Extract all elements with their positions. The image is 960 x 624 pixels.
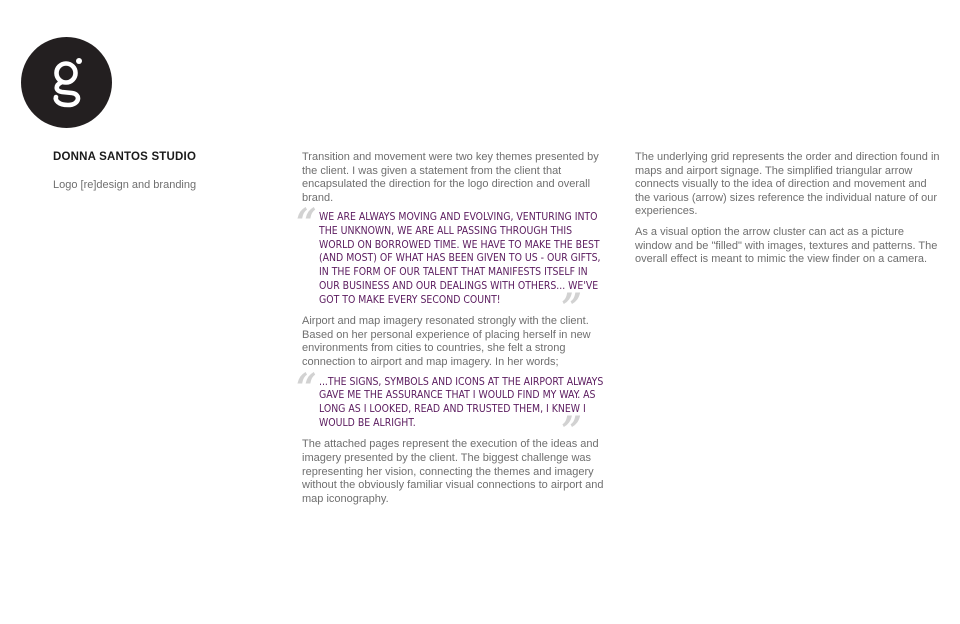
studio-name: DONNA SANTOS STUDIO — [53, 151, 197, 163]
open-quote-icon: “ — [296, 200, 317, 248]
open-quote-icon: “ — [296, 364, 317, 412]
intro-paragraph: Transition and movement were two key themes presented by the client. I was given a statement from the client that encapsulated the direction for the logo direction and overall brand. — [302, 151, 599, 204]
quote-text: WE ARE ALWAYS MOVING AND EVOLVING, VENTURING INTO THE UNKNOWN, WE ARE ALL PASSING THROUGH THIS WORLD ON BORROWED TIME. WE HAVE TO MAKE THE BEST (AND MOST) OF WHAT HAS BEEN GIVEN TO US - OUR GIFTS, IN THE FORM OF OUR TALENT THAT MANIFESTS ITSELF IN OUR BUSINESS AND OUR DEALINGS WITH OTHERS... WE'VE GOT TO MAKE EVERY SECOND COUNT! — [319, 211, 601, 306]
middle-column — [296, 151, 604, 506]
picture-window-paragraph: As a visual option the arrow cluster can act as a picture window and be "filled" with images, textures and patterns. The overall effect is meant to mimic the view finder on a camera. — [635, 225, 938, 266]
close-quote-icon: ” — [561, 408, 582, 456]
close-quote-icon: ” — [561, 285, 582, 333]
right-column — [635, 151, 943, 267]
execution-paragraph: The attached pages represent the execution of the ideas and imagery presented by the client. The biggest challenge was representing her vision, connecting the themes and imagery without the obviously familiar visual connections to airport and map iconography. — [302, 438, 604, 505]
client-statement-quote — [296, 200, 604, 333]
client-words-quote — [296, 364, 604, 456]
airport-paragraph: Airport and map imagery resonated strongly with the client. Based on her personal experience of placing herself in new environments from cities to countries, she felt a strong connection to airport and map imagery. In her words; — [302, 315, 591, 369]
quote-text: ...THE SIGNS, SYMBOLS AND ICONS AT THE AIRPORT ALWAYS GAVE ME THE ASSURANCE THAT I WOULD FIND MY WAY. AS LONG AS I LOOKED, READ AND TRUSTED THEM, I KNEW I WOULD BE ALRIGHT. — [319, 375, 604, 429]
grid-paragraph: The underlying grid represents the order and direction found in maps and airport signage. The simplified triangular arrow connects visually to the idea of direction and movement and the various (arrow) sizes reference the individual nature of our experiences. — [635, 151, 940, 218]
project-subtitle: Logo [re]design and branding — [53, 179, 197, 191]
studio-logo — [21, 37, 112, 128]
g-logo-mark-icon — [21, 37, 112, 128]
